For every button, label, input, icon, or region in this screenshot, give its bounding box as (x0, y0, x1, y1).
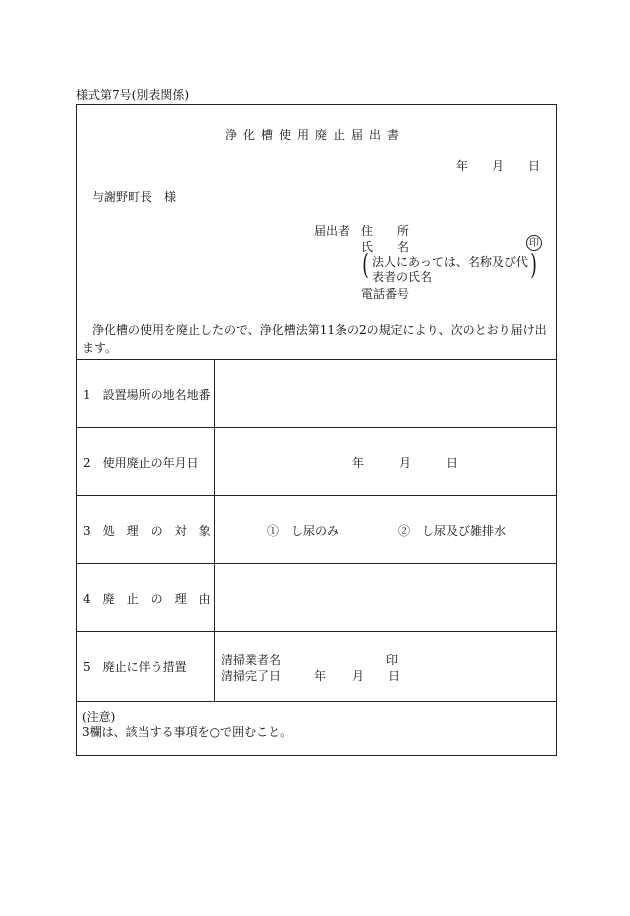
cleaner-seal-label: 印 (386, 653, 399, 667)
row-divider (76, 563, 557, 564)
row-label-target: 3 処 理 の 対 象 (83, 524, 211, 538)
target-option-2: ② し尿及び雑排水 (398, 524, 507, 538)
header-month-label: 月 (492, 159, 505, 173)
header-year-label: 年 (456, 159, 469, 173)
name-label: 氏 名 (361, 240, 410, 254)
abolish-month-label: 月 (399, 456, 412, 470)
declaration-text: 浄化槽の使用を廃止したので、浄化槽法第11条の2の規定により、次のとおり届け出ます。 (82, 323, 547, 355)
row-divider (76, 701, 557, 702)
form-title: 浄化槽使用廃止届出書 (224, 128, 405, 142)
row-label-measures: 5 廃止に伴う措置 (83, 660, 187, 674)
cleaning-complete-label: 清掃完了日 (221, 669, 282, 683)
complete-month-label: 月 (352, 669, 365, 683)
submitter-label: 届出者 (314, 224, 351, 238)
row-label-abolish-date: 2 使用廃止の年月日 (83, 456, 199, 470)
paren-left: ( (362, 248, 369, 281)
row-divider (76, 495, 557, 496)
row-divider (76, 427, 557, 428)
abolish-year-label: 年 (352, 456, 365, 470)
notes-heading: (注意) (82, 710, 116, 724)
form-number-label: 様式第7号(別表関係) (76, 88, 189, 102)
corp-note-line2: 表者の氏名 (372, 270, 433, 284)
column-divider (214, 359, 215, 701)
row-divider (76, 359, 557, 360)
complete-day-label: 日 (388, 669, 401, 683)
abolish-day-label: 日 (446, 456, 459, 470)
notes-text: 3欄は、該当する事項を○で囲むこと。 (82, 725, 293, 739)
cleaner-name-label: 清掃業者名 (221, 653, 282, 667)
target-option-1: ① し尿のみ (267, 524, 340, 538)
header-day-label: 日 (528, 159, 541, 173)
phone-label: 電話番号 (361, 287, 410, 301)
row-label-location: 1 設置場所の地名地番 (83, 388, 211, 402)
complete-year-label: 年 (314, 669, 327, 683)
address-label: 住 所 (361, 224, 410, 238)
row-divider (76, 631, 557, 632)
addressee: 与謝野町長 様 (92, 190, 177, 204)
corp-note-line1: 法人にあっては、名称及び代 (372, 255, 528, 269)
row-label-reason: 4 廃 止 の 理 由 (83, 592, 211, 606)
paren-right: ) (530, 248, 537, 281)
seal-mark: 印 (526, 235, 542, 251)
